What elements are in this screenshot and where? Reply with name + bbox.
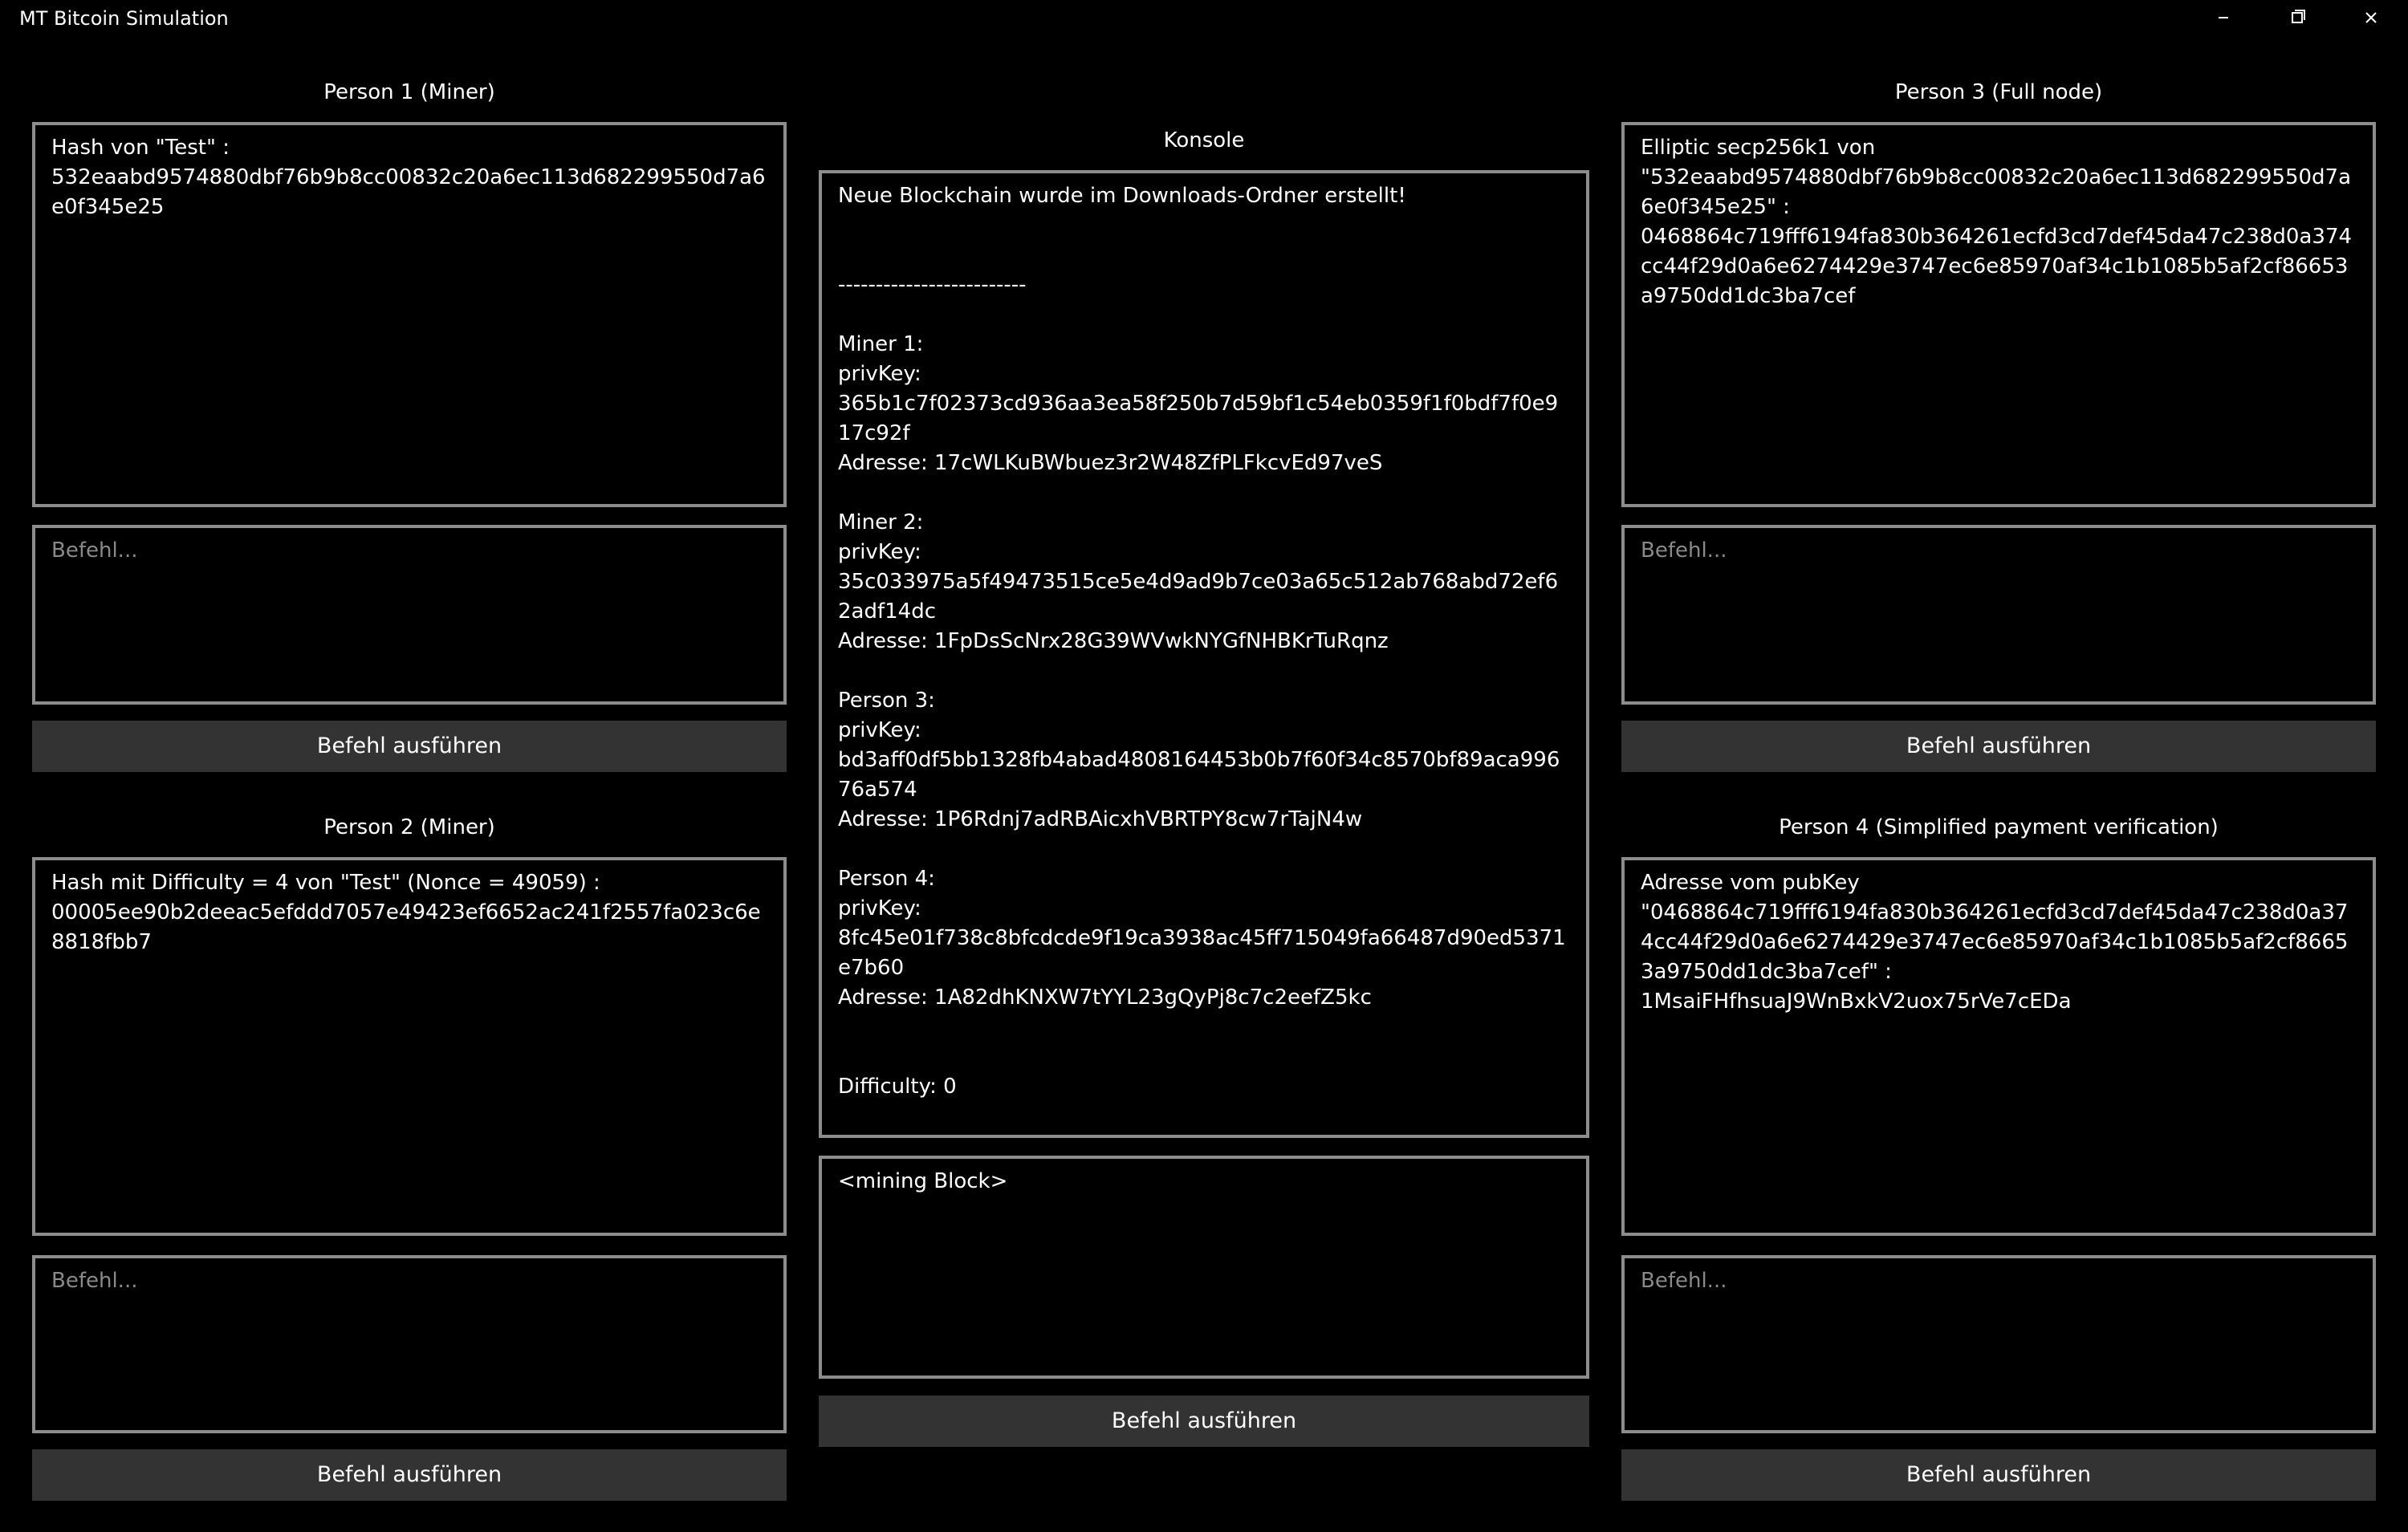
close-icon	[2334, 0, 2408, 37]
person2-command-input[interactable]	[32, 1255, 787, 1433]
person3-run-button[interactable]: Befehl ausführen	[1621, 721, 2376, 772]
person2-output: Hash mit Difficulty = 4 von "Test" (Nonce = 49059) : 00005ee90b2deeac5efddd7057e49423ef6652ac241f2557fa023c6e8818fbb7	[32, 857, 787, 1236]
person4-run-button[interactable]: Befehl ausführen	[1621, 1449, 2376, 1501]
title-bar	[0, 0, 2408, 37]
person1-label: Person 1 (Miner)	[323, 80, 495, 104]
person1-output: Hash von "Test" : 532eaabd9574880dbf76b9b8cc00832c20a6ec113d682299550d7a6e0f345e25	[32, 122, 787, 507]
restore-icon	[2260, 0, 2334, 37]
person4-command-input[interactable]	[1621, 1255, 2376, 1433]
console-label: Konsole	[1163, 128, 1245, 152]
person3-command-input[interactable]	[1621, 525, 2376, 705]
close-button[interactable]	[2334, 0, 2408, 37]
person2-run-button[interactable]: Befehl ausführen	[32, 1449, 787, 1501]
console-run-button[interactable]: Befehl ausführen	[819, 1396, 1589, 1447]
minimize-icon	[2186, 0, 2260, 37]
person4-output: Adresse vom pubKey "0468864c719fff6194fa830b364261ecfd3cd7def45da47c238d0a374cc44f29d0a6e6274429e3747ec6e85970af34c1b1085b5af2cf86653a9750dd1dc3ba7cef" : 1MsaiFHfhsuaJ9WnBxkV2uox75rVe7cEDa	[1621, 857, 2376, 1236]
app-title: MT Bitcoin Simulation	[19, 7, 229, 30]
console-output: Neue Blockchain wurde im Downloads-Ordner erstellt! ------------------------- Miner 1: privKey: 365b1c7f02373cd936aa3ea58f250b7d59bf1c54eb0359f1f0bdf7f0e917c92f Adresse: 17cWLKuBWbuez3r2W48ZfPLFkcvEd97veS Miner 2: privKey: 35c033975a5f49473515ce5e4d9ad9b7ce03a65c512ab768abd72ef62adf14dc Adresse: 1FpDsScNrx28G39WVwkNYGfNHBKrTuRqnz Person 3: privKey: bd3aff0df5bb1328fb4abad4808164453b0b7f60f34c8570bf89aca99676a574 Adresse: 1P6Rdnj7adRBAicxhVBRTPY8cw7rTajN4w Person 4: privKey: 8fc45e01f738c8bfcdcde9f19ca3938ac45ff715049fa66487d90ed5371e7b60 Adresse: 1A82dhKNXW7tYYL23gQyPj8c7c2eefZ5kc Difficulty: 0	[819, 170, 1589, 1138]
person3-output: Elliptic secp256k1 von "532eaabd9574880dbf76b9b8cc00832c20a6ec113d682299550d7a6e0f345e25" : 0468864c719fff6194fa830b364261ecfd3cd7def45da47c238d0a374cc44f29d0a6e6274429e3747ec6e85970af34c1b1085b5af2cf86653a9750dd1dc3ba7cef	[1621, 122, 2376, 507]
person1-command-input[interactable]	[32, 525, 787, 705]
minimize-button[interactable]	[2186, 0, 2260, 37]
restore-button[interactable]	[2260, 0, 2334, 37]
person2-label: Person 2 (Miner)	[323, 815, 495, 839]
person3-label: Person 3 (Full node)	[1894, 80, 2103, 104]
person1-run-button[interactable]: Befehl ausführen	[32, 721, 787, 772]
person4-label: Person 4 (Simplified payment verification)	[1779, 815, 2219, 839]
console-command-input[interactable]	[819, 1156, 1589, 1379]
